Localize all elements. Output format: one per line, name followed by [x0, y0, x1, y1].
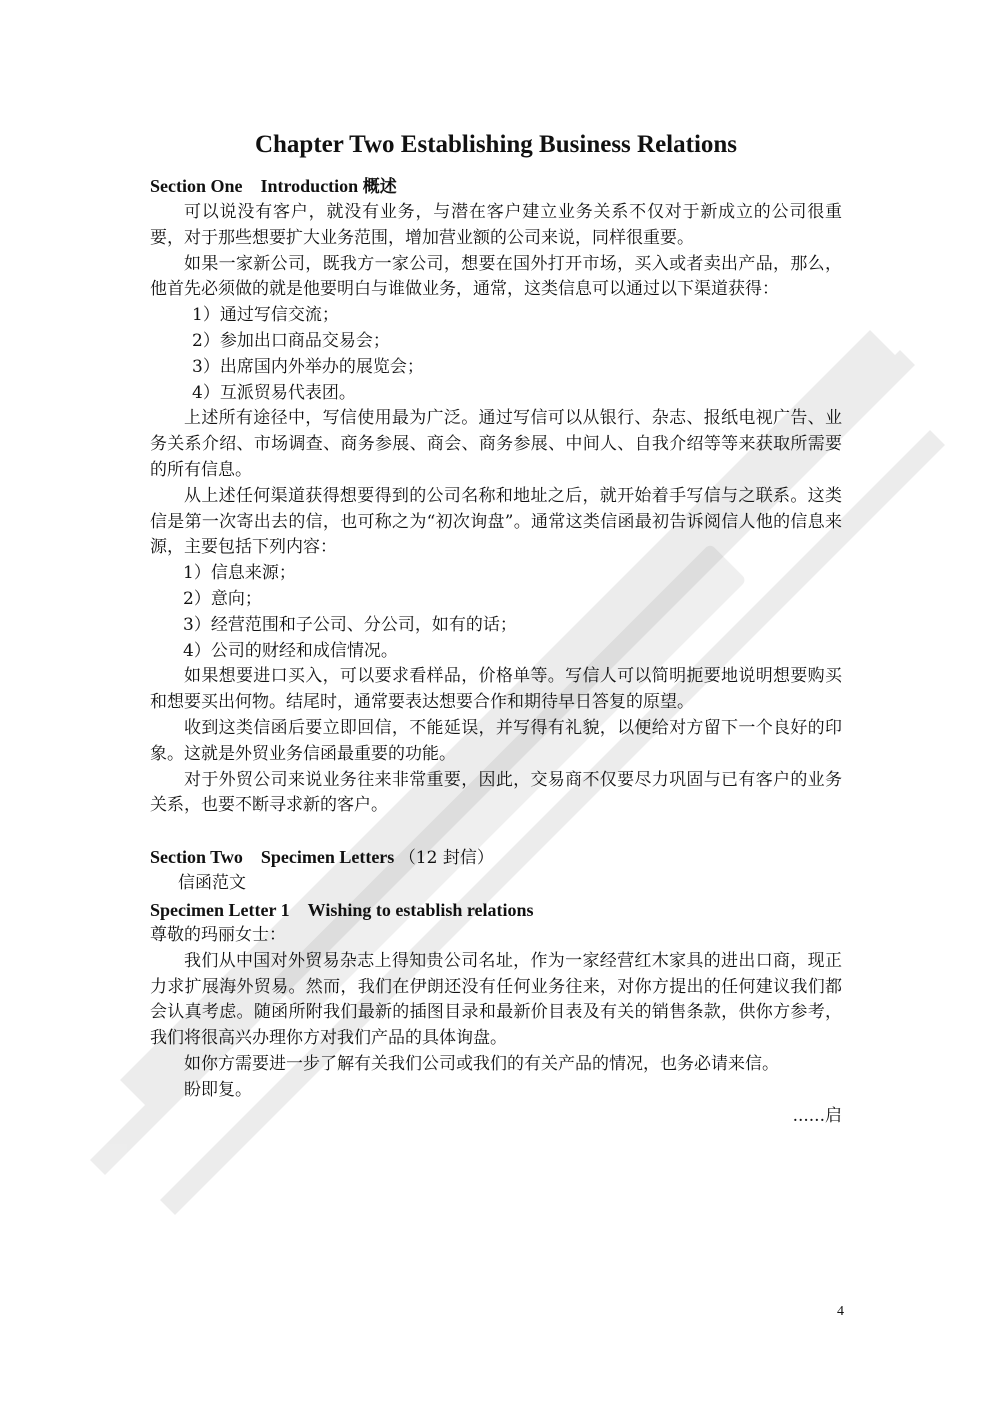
section-two-title: Specimen Letters — [260, 847, 395, 868]
letter-one-title: Wishing to establish relations — [307, 899, 534, 920]
section-two-subtitle: 信函范文 — [178, 873, 246, 894]
new-company-paragraph: 如果一家新公司，既我方一家公司，想要在国外打开市场，买入或者卖出产品，那么，他首先必须做的就是他要明白与谁做业务，通常，这类信息可以通过以下渠道获得： — [150, 253, 842, 300]
section-two-heading — [150, 844, 842, 871]
page-content — [150, 128, 842, 1129]
import-paragraph: 如果想要进口买入，可以要求看样品，价格单等。写信人可以简明扼要地说明想要购买和想要买出何物。结尾时，通常要表达想要合作和期待早日答复的原望。 — [150, 666, 842, 713]
section-two-label: Section Two — [150, 847, 243, 868]
letter-one-label: Specimen Letter 1 — [150, 899, 290, 920]
section-one-heading — [150, 173, 842, 200]
importance-paragraph: 对于外贸公司来说业务往来非常重要，因此，交易商不仅要尽力巩固与已有客户的业务关系，也要不断寻求新的客户。 — [150, 769, 842, 816]
section-one-label: Section One — [150, 176, 243, 196]
first-letter-paragraph: 从上述任何渠道获得想要得到的公司名称和地址之后，就开始着手写信与之联系。这类信是第一次寄出去的信，也可称之为“初次询盘”。通常这类信函最初告诉阅信人他的信息来源，主要包括下列内容： — [150, 485, 842, 558]
chapter-title: Chapter Two Establishing Business Relations — [254, 131, 738, 158]
content-item: 2）意向； — [183, 588, 262, 609]
letter-body-paragraph: 我们从中国对外贸易杂志上得知贵公司名址，作为一家经营红木家具的进出口商，现正力求扩展海外贸易。然而，我们在伊朗还没有任何业务往来，对你方提出的任何建议我们都会认真考虑。随函所附我们最新的插图目录和最新价目表及有关的销售条款，供你方参考，我们将很高兴办理你方对我们产品的具体询盘。 — [150, 950, 842, 1049]
channel-item: 4）互派贸易代表团。 — [192, 382, 356, 403]
section-one-title-cn: 概述 — [362, 177, 397, 197]
reply-paragraph: 收到这类信函后要立即回信，不能延误，并写得有礼貌，以便给对方留下一个良好的印象。这就是外贸业务信函最重要的功能。 — [150, 717, 842, 764]
methods-paragraph: 上述所有途径中，写信使用最为广泛。通过写信可以从银行、杂志、报纸电视广告、业务关系介绍、市场调查、商务参展、商会、商务参展、中间人、自我介绍等等来获取所需要的所有信息。 — [150, 408, 842, 480]
content-item: 4）公司的财经和成信情况。 — [183, 640, 398, 661]
channel-item: 2）参加出口商品交易会； — [192, 330, 390, 351]
channel-item: 1）通过写信交流； — [192, 305, 339, 326]
section-two-note: （12 封信） — [398, 848, 494, 869]
letter-one-heading — [150, 897, 842, 923]
content-item: 3）经营范围和子公司、分公司，如有的话； — [183, 614, 517, 635]
letter-closing: ......启 — [792, 1105, 842, 1126]
letter-salutation: 尊敬的玛丽女士： — [150, 924, 286, 945]
content-item: 1）信息来源； — [183, 563, 296, 584]
intro-paragraph: 可以说没有客户，就没有业务，与潜在客户建立业务关系不仅对于新成立的公司很重要，对于那些想要扩大业务范围，增加营业额的公司来说，同样很重要。 — [150, 202, 842, 248]
page-number: 4 — [837, 1304, 844, 1319]
channel-item: 3）出席国内外举办的展览会； — [192, 356, 424, 377]
letter-body-paragraph: 如你方需要进一步了解有关我们公司或我们的有关产品的情况，也务必请来信。 — [184, 1053, 779, 1074]
letter-body-paragraph: 盼即复。 — [184, 1079, 252, 1100]
section-one-title: Introduction — [260, 176, 359, 196]
